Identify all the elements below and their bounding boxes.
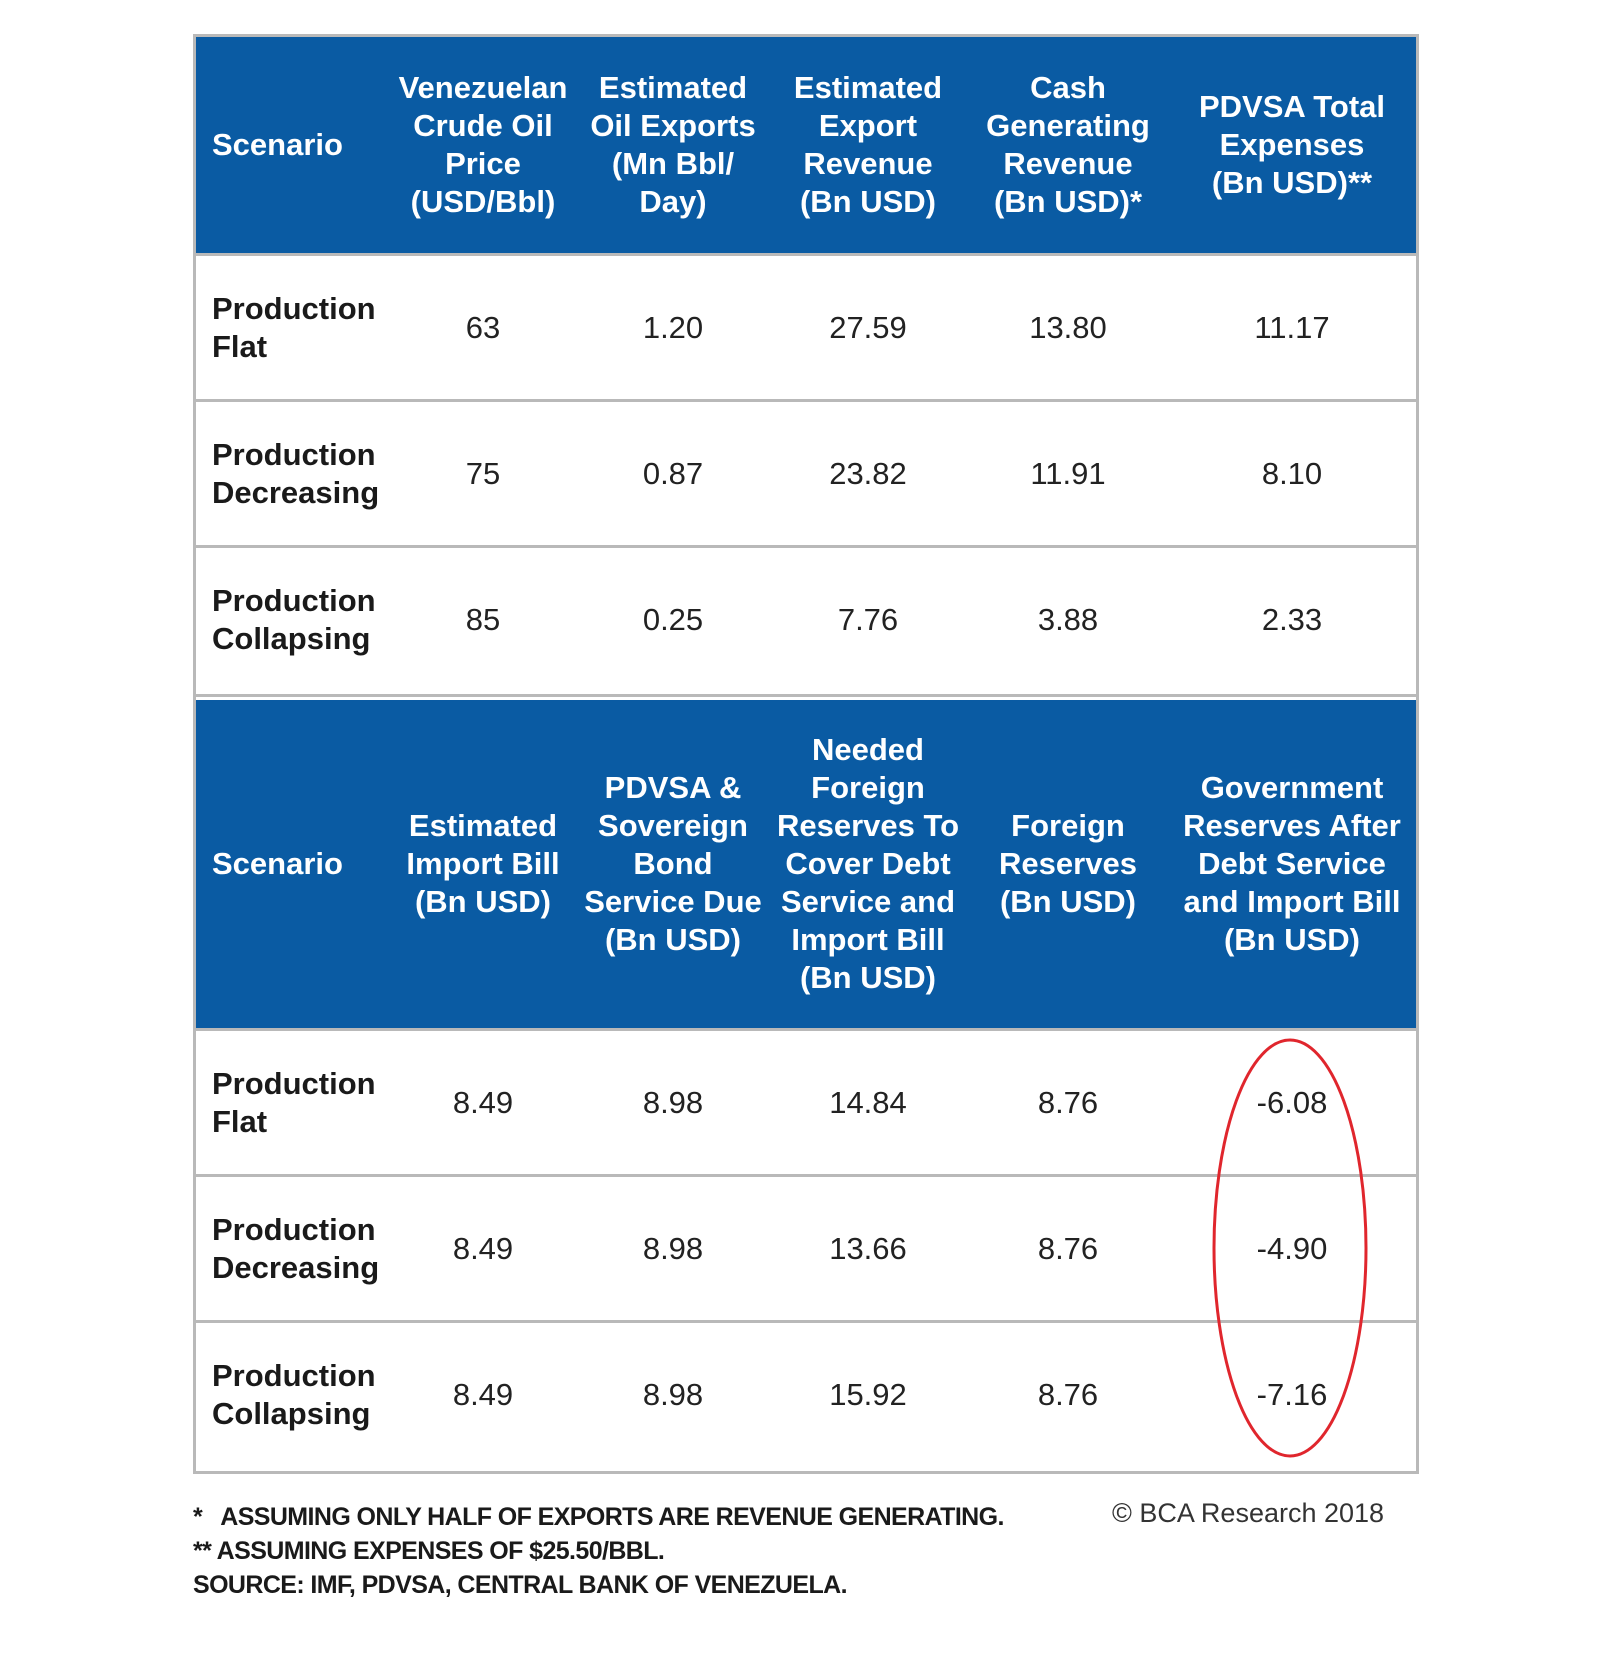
row-label: Production Collapsing <box>212 1357 376 1431</box>
footnote-2: ** ASSUMING EXPENSES OF $25.50/BBL. <box>193 1537 665 1565</box>
table-cell: 8.98 <box>642 1376 704 1412</box>
table-cell: 8.76 <box>1037 1376 1099 1412</box>
column-header: Scenario <box>212 127 343 162</box>
table-cell: 8.98 <box>642 1084 704 1120</box>
table-cell: 1.20 <box>642 309 704 345</box>
footnote-1: * ASSUMING ONLY HALF OF EXPORTS ARE REVENUE GENERATING. <box>193 1503 1004 1531</box>
row-label: Production Flat <box>212 290 376 364</box>
column-header: PDVSA & Sovereign Bond Service Due (Bn USD) <box>584 770 762 957</box>
column-header: Estimated Import Bill (Bn USD) <box>406 808 560 919</box>
table-cell: 0.87 <box>642 455 704 491</box>
highlight-ellipse <box>1214 1040 1366 1456</box>
table-cell: -4.90 <box>1256 1230 1328 1266</box>
column-header: Government Reserves After Debt Service and Import Bill (Bn USD) <box>1183 770 1401 957</box>
column-header: Estimated Oil Exports (Mn Bbl/ Day) <box>590 70 756 219</box>
table-cell: 11.17 <box>1254 309 1330 345</box>
column-header: Estimated Export Revenue (Bn USD) <box>793 70 943 219</box>
row-label: Production Decreasing <box>212 1211 380 1285</box>
table-cell: 63 <box>465 309 501 345</box>
footnote-source: SOURCE: IMF, PDVSA, CENTRAL BANK OF VENEZUELA. <box>193 1571 847 1599</box>
row-label: Production Decreasing <box>212 436 380 510</box>
row-label: Production Flat <box>212 1065 376 1139</box>
table-cell: 7.76 <box>837 601 899 637</box>
table-cell: 8.49 <box>452 1230 514 1266</box>
table-cell: 3.88 <box>1037 601 1099 637</box>
table-cell: 0.25 <box>642 601 704 637</box>
table-cell: 8.76 <box>1037 1084 1099 1120</box>
copyright-credit: © BCA Research 2018 <box>1112 1498 1385 1528</box>
column-header: Foreign Reserves (Bn USD) <box>999 808 1137 919</box>
table-cell: 75 <box>465 455 501 491</box>
table-cell: 15.92 <box>829 1376 907 1412</box>
table-cell: 8.76 <box>1037 1230 1099 1266</box>
table-cell: 2.33 <box>1261 601 1323 637</box>
column-header: Needed Foreign Reserves To Cover Debt Service and Import Bill (Bn USD) <box>776 732 960 995</box>
table-cell: -7.16 <box>1256 1376 1328 1412</box>
table-cell: -6.08 <box>1256 1084 1328 1120</box>
table-cell: 13.80 <box>1029 309 1107 345</box>
table-cell: 8.49 <box>452 1376 514 1412</box>
table-cell: 85 <box>465 601 501 637</box>
table-cell: 8.98 <box>642 1230 704 1266</box>
table-cell: 8.10 <box>1261 455 1323 491</box>
column-header: Cash Generating Revenue (Bn USD)* <box>986 70 1150 219</box>
row-label: Production Collapsing <box>212 582 376 656</box>
footnotes <box>193 1500 1004 1602</box>
column-header: PDVSA Total Expenses (Bn USD)** <box>1198 89 1385 200</box>
table-cell: 27.59 <box>829 309 907 345</box>
table-cell: 11.91 <box>1030 455 1106 491</box>
table-cell: 23.82 <box>829 455 907 491</box>
column-header: Venezuelan Crude Oil Price (USD/Bbl) <box>398 70 568 219</box>
table-cell: 14.84 <box>829 1084 907 1120</box>
table-cell: 8.49 <box>452 1084 514 1120</box>
column-header: Scenario <box>212 846 343 881</box>
table-cell: 13.66 <box>829 1230 907 1266</box>
